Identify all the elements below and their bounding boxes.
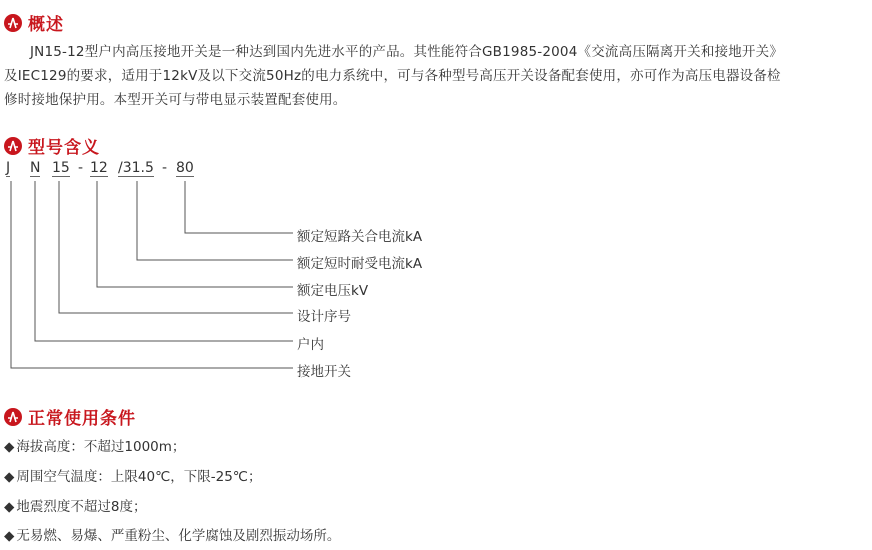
meaning-earthing-switch: 接地开关 (297, 364, 351, 380)
conditions-title: 正常使用条件 (28, 409, 136, 429)
section-marker-icon (4, 408, 22, 426)
overview-line-2: 及IEC129的要求，适用于12kV及以下交流50Hz的电力系统中，可与各种型号高压开关设备配套使用，亦可作为高压电器设备检 (4, 68, 781, 84)
meaning-making-current: 额定短路关合电流kA (297, 229, 423, 245)
model-part-12: 12 (90, 160, 108, 176)
condition-temperature: 周围空气温度：上限40℃，下限-25℃； (16, 469, 262, 485)
condition-item (4, 495, 146, 515)
meaning-indoor: 户内 (297, 337, 324, 353)
model-title: 型号含义 (28, 138, 100, 158)
condition-item (4, 435, 185, 455)
section-header-conditions (4, 404, 136, 429)
meaning-design-number: 设计序号 (297, 309, 351, 325)
model-part-dash-1: - (78, 160, 84, 176)
model-part-dash-2: - (162, 160, 168, 176)
diamond-bullet-icon: ◆ (4, 439, 15, 455)
meaning-rated-voltage: 额定电压kV (297, 283, 369, 299)
condition-environment: 无易燃、易爆、严重粉尘、化学腐蚀及剧烈振动场所。 (16, 528, 341, 544)
model-part-n: N (30, 160, 41, 176)
model-part-j: J (6, 160, 11, 176)
condition-item (4, 524, 340, 544)
overview-title: 概述 (28, 15, 64, 35)
diamond-bullet-icon: ◆ (4, 469, 15, 485)
model-part-80: 80 (176, 160, 194, 176)
model-part-15: 15 (52, 160, 70, 176)
meaning-withstand-current: 额定短时耐受电流kA (297, 256, 423, 272)
condition-seismic: 地震烈度不超过8度； (16, 499, 147, 515)
overview-line-1: JN15-12型户内高压接地开关是一种达到国内先进水平的产品。其性能符合GB1985-2004《交流高压隔离开关和接地开关》 (30, 44, 784, 60)
diamond-bullet-icon: ◆ (4, 528, 15, 544)
overview-line-3: 修时接地保护用。本型开关可与带电显示装置配套使用。 (4, 92, 347, 108)
model-part-31-5: /31.5 (118, 160, 154, 176)
condition-altitude: 海拔高度：不超过1000m； (16, 439, 186, 455)
diamond-bullet-icon: ◆ (4, 499, 15, 515)
condition-item (4, 465, 261, 485)
